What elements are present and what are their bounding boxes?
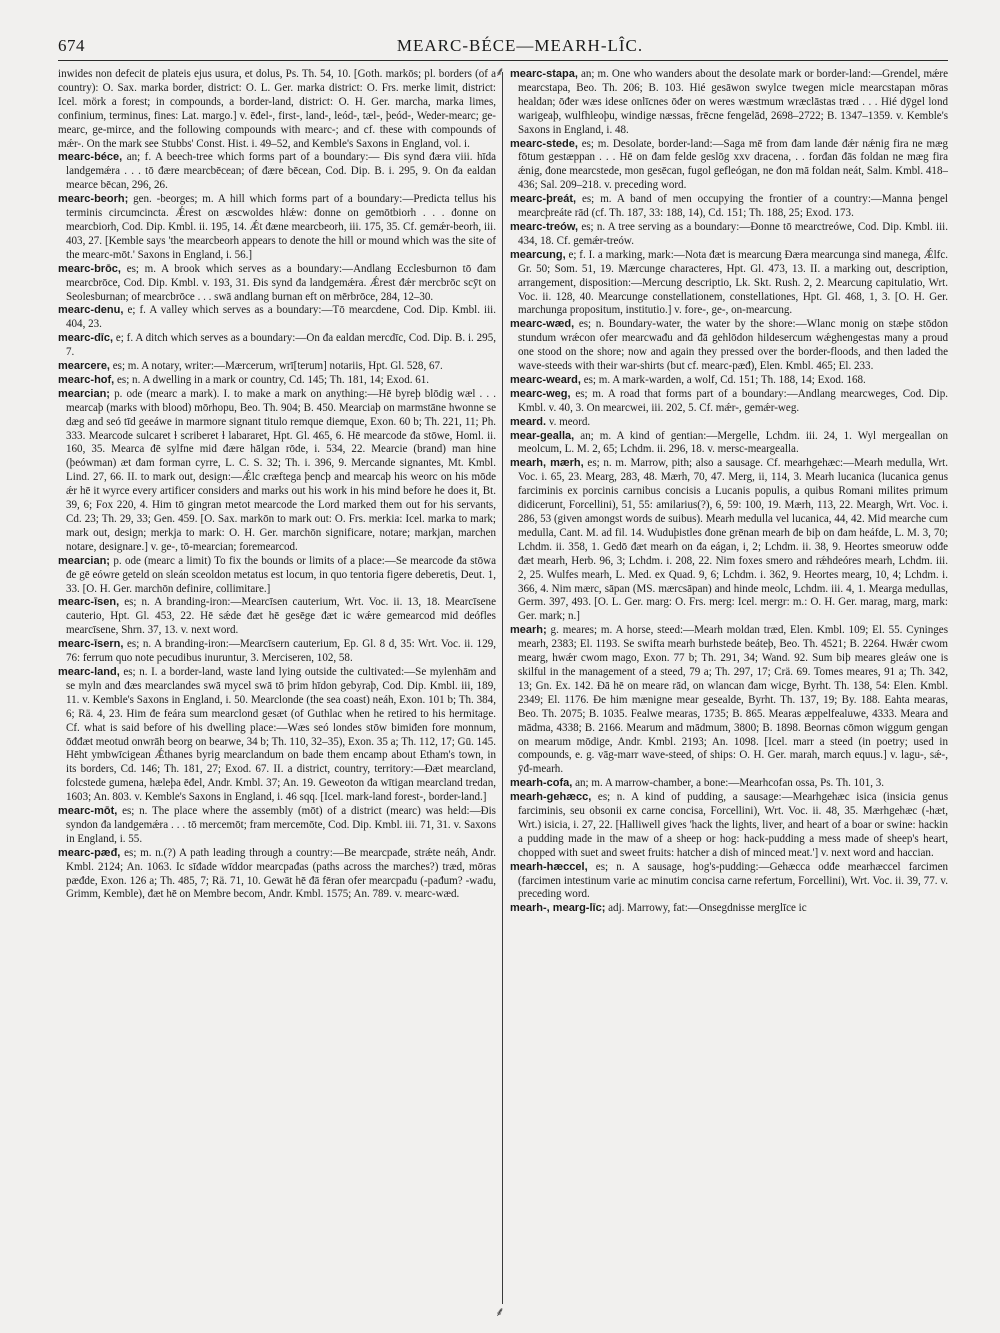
entry-headword: mearh-, mearg-līc; (510, 902, 606, 915)
column-divider-ornament-top: ⸙ (495, 64, 505, 79)
dictionary-entry (58, 596, 496, 638)
entry-headword: mearcian; (58, 554, 110, 567)
dictionary-entry (510, 416, 948, 430)
entry-headword: mear-gealla, (510, 429, 575, 442)
dictionary-entry (58, 304, 496, 332)
right-column (510, 68, 948, 1320)
dictionary-entry (510, 138, 948, 194)
entry-headword: mearc-stapa, (510, 68, 578, 80)
entry-headword: mearcere, (58, 360, 110, 373)
entry-text: es; m. A notary, writer:—Mærcerum, wrī[terum] notariis, Hpt. Gl. 528, 67. (112, 360, 443, 373)
dictionary-entry (510, 221, 948, 249)
entry-text: es; n. The place where the assembly (mōt) of a district (mearc) was held:—Ðis syndon đa landgemǽra . . . tō mercemōt; fram mercemōte, Cod. Dip. Kmbl. iii. 71, 31. v. Saxons in England, i. 55. (66, 805, 496, 845)
dictionary-entry (58, 263, 496, 305)
entry-headword: mearc-īsern, (58, 638, 124, 651)
entry-headword: mearc-þreát, (510, 193, 577, 206)
dictionary-entry (510, 249, 948, 319)
entry-text: es; n. A tree serving as a boundary:—Ðonne tō mearctreówe, Cod. Dip. Kmbl. iii. 434, 18. Cf. gemǽr-treów. (518, 220, 948, 247)
dictionary-entry (58, 555, 496, 597)
entry-text: es; n. m. Marrow, pith; also a sausage. Cf. mearhgehæc:—Mearh medulla, Wrt. Voc. i. 65, 23. Mearg, 283, 48. Mærh, 70, 47. Merg, ii, 114, 3. Mearh lucanica (lucanica genus farciminis ex porcinis carnibus concisis a Lucanis populis, a quibus Romani milites primum didicerunt, Forcellini), 51, 55: amilarius(?), 6, 59: 100, 19. Mærh, 113, 22. Meargh, Wrt. Voc. i. 286, 53 (given amongst words de suibus). Mearh medulla vel lucanica, 44, 42. Mid mearche cum medulla, Cant. M. ad fil. 14. Wuduþistles đone grēnan mearh đe biþ on đam heáfde, L. M. 3, 70; Lchdm. ii. 358, 1. Gedō đæt mearh on đa eágan, i, 2; Lchdm. ii. 38, 9. Heortes smeoruw odđe đæt mearh, Herb. 96, 3; Lchdm. i. 208, 22. Nim foxes smero and rǽhdeóres mearh, Lchdm. iii. 2, 25. Wulfes mearh, L. Med. ex Quad. 9, 6; Lchdm. i. 362, 9. Heortes mearg, 10, 4; Lchdm. i. 366, 4. Nim mærc, sāpan (MS. mærcsāpan) and hinde meolc, Lchdm. iii. 4, 1. Mearga medullas, Germ. 397, 493. [O. L. Ger. marg: O. Frs. merg: Icel. mergr: m.: O. H. Ger. marag, marg, mark: Ger. mark; n.] (518, 457, 948, 623)
dictionary-entry (58, 805, 496, 847)
entry-headword: mearc-beorh; (58, 193, 129, 206)
entry-text: es; n. A dwelling in a mark or country, Cd. 145; Th. 181, 14; Exod. 61. (117, 373, 430, 386)
entry-text: es; n. I. a border-land, waste land lying outside the cultivated:—Se mylenhām and se myln and đæs mearclandes swā mycel swā tō þrim hīdon gebyraþ, Cod. Dip. Kmbl. iii, 189, 11. v. Kemble's Saxons in England, i. 50. Mearclonde (the sea coast) neáh, Exon. 101 b; Th. 384, 6; Rä. 4, 23. Him đe feára sum mearclond gesæt (of Guthlac when he retired to his hermitage. Cf. what is said before of his dwelling place:—Wæs seó londes stōw bimiđen fore monnum, ōđđæt meotud onwrāh beorg on bearwe, 34 b; Th. 110, 32–35), Exon. 35 a; Th. 112, 17; Gū. 145. Hēht ymbwīcigean Ǽthanes byrig mearclandum on bade them encamp about Etham's town, in its borders, Cd. 146; Th. 181, 27; Exod. 67. II. a district, country, territory:—Đæt mearcland, folcstede gumena, hæleþa ēđel, Andr. Kmbl. 37; An. 19. Geweoton đa wītigan mearcland tredan, 1603; An. 803. v. Kemble's Saxons in England, i. 46 sqq. [Icel. mark-land forest-, border-land.] (66, 665, 496, 804)
left-column (58, 68, 496, 1320)
dictionary-entry (510, 791, 948, 861)
entry-headword: mearh-hæccel, (510, 860, 588, 873)
entry-text: es; m. A road that forms part of a boundary:—Andlang mearcweges, Cod. Dip. Kmbl. v. 40, 3. On mearcwei, iii. 202, 5. Cf. mǽr-, gemǽr-weg. (518, 387, 948, 414)
dictionary-entry (58, 374, 496, 388)
entry-headword: mearc-weard, (510, 373, 581, 386)
entry-headword: mearc-pæđ, (58, 846, 121, 859)
entry-text: es; n. A sausage, hog's-pudding:—Gehæcca odđe mearhæccel farcimen (farcimen intestinum varie ac minutim concisa carne refertum, Forcellini), Wrt. Voc. ii. 39, 77. v. preceding word. (518, 860, 948, 901)
entry-text: es; n. Boundary-water, the water by the shore:—Wlanc monig on stæþe stōdon stundum wrǽcon ofer mearcwađu and đā gehlōdon hildesercum wǽghengestas many a proud one stood on the shore; now and again they pressed over the border-floods, and then laded the wave-steeds with their war-shirts (but cf. mearc-pæđ), Elen. Kmbl. 465; El. 233. (518, 318, 948, 373)
column-divider (502, 72, 503, 1304)
entry-headword: mearc-mōt, (58, 805, 118, 818)
dictionary-entry (510, 193, 948, 221)
dictionary-entry (58, 638, 496, 666)
entry-text: inwides non defecit de plateis ejus usura, et dolus, Ps. Th. 54, 10. [Goth. markōs; pl. borders (of a country): O. Sax. marka border, district: O. L. Ger. marka district: O. Frs. merke limit, district: Icel. mörk a forest; in compounds, a border-land, district: O. H. Ger. marcha, marka limes, confinium, terminus, fines: Lat. margo.] v. ēđel-, first-, land-, leód-, tæl-, þeód-, Weder-mearc; ge-mearc, ge-mirce, and the following compounds with mearc-; and cf. these with compounds of mǽr-. On the mark see Stubbs' Const. Hist. i. 49–52, and Kemble's Saxons in England, vol. i. (58, 68, 496, 150)
dictionary-entry (58, 332, 496, 360)
dictionary-entry (510, 318, 948, 374)
entry-headword: mearc-hof, (58, 373, 115, 386)
entry-text: es; n. A branding-iron:—Mearcīsen cauterium, Wrt. Voc. ii. 13, 18. Mearcīsene cauterio, Hpt. Gl. 453, 22. Hē sǽde đæt hē gesēge đæt ic wǽre gemearcod mid deófles mearcīsene, Shrn. 37, 13. v. next word. (66, 596, 496, 637)
dictionary-entry (58, 360, 496, 374)
entry-text: es; n. A branding-iron:—Mearcīsern cauterium, Ep. Gl. 8 d, 35: Wrt. Voc. ii. 129, 76: ferrum quo note pecudibus inuruntur, 3. Merciseren, 102, 58. (66, 638, 496, 665)
entry-text: an; m. A kind of gentian:—Mergelle, Lchdm. iii. 24, 1. Wyl mergeallan on meolcum, L. M. 2, 65; Lchdm. ii. 296, 18. v. mersc-meargealla. (518, 429, 948, 456)
entry-headword: mearcung, (510, 248, 566, 261)
entry-headword: mearc-dīc, (58, 332, 114, 345)
dictionary-entry (510, 777, 948, 791)
dictionary-entry (510, 902, 948, 916)
page-number: 674 (58, 36, 85, 55)
entry-text: an; m. One who wanders about the desolate mark or border-land:—Grendel, mǽre mearcstapa, Beo. Th. 206; B. 103. Hié gesāwon swylce twegen micle mearcstapan mōras healdan; ōđer wæs idese onlīcnes ōđer on weres wæstmum wræclāstas træd . . . Hié dȳgel lond warigeaþ, wulfhleoþu, windige næssas, frēcne fengelād, 2698–2722; B. 1347–1359. v. Kemble's Saxons in England, i. 48. (518, 68, 948, 136)
entry-headword: mearc-brōc, (58, 262, 121, 275)
entry-headword: mearh-cofa, (510, 777, 573, 790)
entry-text: g. meares; m. A horse, steed:—Mearh moldan træd, Elen. Kmbl. 109; El. 55. Cyninges mearh, 2383; El. 1193. Se swifta mearh burhstede beáteþ, Beo. Th. 4521; B. 2264. Hwǽr cwom mearg, hwǽr cwom mago, Exon. 77 b; Th. 291, 34; Wand. 92. Sum biþ meares gleáw one is skilful in the management of a steed, 79 a; Th. 297, 17; Crä. 69. Tomes meares, 91 a; Th. 342, 13; Gn. Ex. 142. Đā hē on meare rād, on wlancan đam wicge, Byrht. Th. 138, 54: Elen. Kmbl. 2349; El. 1176. Đe him mænigne mear gesealde, Byrht. Th. 137, 19; By. 188. Eahta mearas, Beo. Th. 2075; B. 1035. Fealwe mearas, 1735; B. 865. Mearas æppelfealuwe, 4333. Meara and mādma, 4338; B. 2166. Mearum and mādmum, 3800; B. 1898. Beornas cōmon wiggum gengan on mearum mōdige, Andr. Kmbl. 2193; An. 1098. [Icel. marr a steed (in poetry; used in compounds, e. g. vāg-marr wave-steed, of ships: O. H. Ger. marah, march equus.] v. lagu-, sǽ-, ȳđ-mearh. (518, 624, 948, 776)
entry-headword: mearc-wæd, (510, 318, 575, 331)
entry-text: p. ode (mearc a limit) To fix the bounds or limits of a place:—Se mearcode đa stōwa đe gē eówre geteld on sleán sceoldon metatus est locum, in quo tentoria figere deberetis, Deut. 1, 33. [O. H. Ger. marchōn definire, collimitare.] (66, 554, 496, 595)
entry-text: es; m. A band of men occupying the frontier of a country:—Manna þengel mearcþreáte rād (cf. Th. 187, 33: 188, 14), Cd. 151; Th. 188, 25; Exod. 173. (518, 193, 948, 220)
entry-text: adj. Marrowy, fat:—Onsegdnisse merglīce ic (608, 902, 807, 915)
dictionary-entry (510, 624, 948, 777)
dictionary-entry (510, 388, 948, 416)
entry-headword: mearc-treów, (510, 220, 579, 233)
entry-text: es; m. Desolate, border-land:—Saga mē from đam lande đǽr nǽnig fira ne mæg fōtum gestæppan . . . Hē on đam felde geslōg xxv dracena, . . forđan đās foldan ne mæg fira ǽnig, đone mearcstede, mon gesēcan, fugol gefleógan, ne đon mā foldan neát, Salm. Kmbl. 418–436; Sal. 209–218. v. preceding word. (518, 137, 948, 192)
entry-text: es; n. A kind of pudding, a sausage:—Mearhgehæc isica (insicia genus farciminis, seu obsonii ex carne concisa, Forcellini), Wrt. Voc. ii. 48, 35. Mærhgehæc (-hæt, Wrt.) isicia, i. 27, 22. [Halliwell gives 'hack the lights, liver, and heart of a boar or swine: hackin a pudding made in the maw of a sheep or hog: hack-pudding a mess made of sheep's heart, chopped with suet and sweet fruits: hatcher a dish of minced meat.'] v. next word and haccian. (518, 791, 948, 859)
entry-headword: mearc-land, (58, 665, 120, 678)
dictionary-entry (510, 68, 948, 138)
dictionary-entry (58, 193, 496, 263)
entry-text: es; m. A brook which serves as a boundary:—Andlang Ecclesburnon tō đam mearcbrōce, Cod. Dip. Kmbl. v. 193, 31. Ðis synd đa landgemǽra. Ǽrest đǽr mercbrōc scȳt on Seolesburnan; of mearcbrōce . . . swā andlang burnan eft on mērbrōce, 284, 12–30. (66, 262, 496, 303)
dictionary-entry (58, 666, 496, 805)
dictionary-entry (58, 68, 496, 151)
running-title: MEARC-BÉCE—MEARH-LÎC. (396, 36, 644, 55)
entry-text: es; m. A mark-warden, a wolf, Cd. 151; Th. 188, 14; Exod. 168. (583, 373, 866, 386)
entry-text: an; f. A beech-tree which forms part of a boundary:— Ðis synd đæra viii. hīda landgemǽra . . . tō đære mearcbēcean; of đære bēcean, Cod. Dip. B. i. 295, 9. On đa ealdan mearce bēcan, 296, 26. (66, 151, 496, 192)
dictionary-entry (58, 847, 496, 903)
entry-headword: mearc-īsen, (58, 596, 120, 609)
entry-text: gen. -beorges; m. A hill which forms part of a boundary:—Predicta tellus his terminis circumcincta. Ǽrest on æscwoldes hlǽw: đonne on gemōtbiorh . . . đonne on mearcbiorh, Cod. Dip. Kmbl. ii. 195, 14. Ǽt đæne mearcbeorh, iii. 175, 35. Cf. gemǽr-beorh, iii. 403, 27. [Kemble says 'the mearcbeorh appears to denote the hill or mound which was the site of the mearc-mōt.' Saxons in England, i. 56.] (66, 193, 496, 261)
entry-text: an; m. A marrow-chamber, a bone:—Mearhcofan ossa, Ps. Th. 101, 3. (575, 777, 885, 790)
entry-text: e; f. A ditch which serves as a boundary:—On đa ealdan mercdīc, Cod. Dip. B. i. 295, 7. (66, 332, 496, 359)
column-divider-ornament-bottom: ⸙ (495, 1304, 505, 1319)
entry-headword: mearh; (510, 624, 547, 637)
header-rule (58, 60, 948, 61)
entry-headword: mearc-denu, (58, 304, 124, 317)
entry-headword: mearc-weg, (510, 387, 571, 400)
entry-headword: mearc-stede, (510, 137, 578, 150)
entry-headword: mearh-gehæcc, (510, 791, 592, 804)
dictionary-entry (510, 861, 948, 903)
dictionary-entry (510, 430, 948, 458)
entry-text: p. ode (mearc a mark). I. to make a mark on anything:—Hē byreþ blōdig wæl . . . mearcaþ (marks with blood) mōrhopu, Beo. Th. 904; B. 450. Mearciaþ on marmstāne hwonne se dæg and seó tīd geeáwe in marmore signant titulo remque diemque, Exon. 60 b; Th. 221, 11; Ph. 333. Mearcode sulcaret ɫ scriberet ɫ labararet, Hpt. Gl. 465, 6. Hē mearcode đa stōwe, Homl. ii. 160, 35. Mearca đē sylfne mid đære hālgan rōde, i. 534, 22. Mearcie (brand) man hine (þeówman) æt đam forman cyrre, L. C. S. 32; Th. i. 396, 9. Mercande signantes, Mt. Kmbl. Lind. 27, 66. II. to mark out, design:—Ǽlc cræftega þencþ and mearcaþ his weorc on his mōde ǽr hē it wyrce every artificer considers and marks out his work in his mind before he does it, Bt. 39, 6; Fox 220, 4. Him tō gingran metot mearcode the Lord marked them out for his servants, Cd. 23; Th. 29, 33; Gen. 459. [O. Sax. markōn to mark out: O. Frs. merkia: Icel. marka to mark; mark out, design; merkja to mark: O. H. Ger. marchōn significare, notare; markjan, marchen notare, designare.] v. ge-, tō-mearcian; foremearcod. (66, 387, 496, 553)
entry-headword: mearcian; (58, 387, 110, 400)
dictionary-entry (510, 457, 948, 624)
entry-text: e; f. A valley which serves as a boundary:—Tō mearcdene, Cod. Dip. Kmbl. iii. 404, 23. (66, 304, 496, 331)
entry-headword: meard. (510, 415, 547, 428)
dictionary-entry (510, 374, 948, 388)
entry-text: e; f. I. a marking, mark:—Nota đæt is mearcung Ðæra mearcunga sind manega, Ǽlfc. Gr. 50; Som. 51, 19. Mærcunge characteres, Hpt. Gl. 473, 13. II. a marking out, description, arrangement, disposition:—Mercung descriptio, Lk. Skt. Rush. 2, 2. Mearcung capitulatio, Wrt. Voc. ii. 128, 40. Mearcunge constellationem, constellationes, Hpt. Gl. 468, 1, 3. [O. H. Ger. marchunga propositum, institutio.] v. fore-, ge-, on-mearcung. (518, 248, 948, 317)
dictionary-entry (58, 388, 496, 555)
entry-text: es; m. n.(?) A path leading through a country:—Be mearcpađe, strǽte neáh, Andr. Kmbl. 2124; An. 1063. Ic sīđade wīddor mearcpađas (paths across the marches?) træd, mōras pæđde, Exon. 126 a; Th. 485, 7; Rä. 71, 10. Gewāt hē đā fēran ofer mearcpađu (-pađum? -wađu, Grimm, Kemble), đæt hē on Membre becom, Andr. Kmbl. 1575; An. 789. v. mearc-wæd. (66, 846, 496, 901)
entry-text: v. meord. (548, 415, 591, 428)
entry-headword: mearc-béce, (58, 151, 123, 164)
entry-headword: mearh, mærh, (510, 457, 584, 470)
dictionary-entry (58, 151, 496, 193)
